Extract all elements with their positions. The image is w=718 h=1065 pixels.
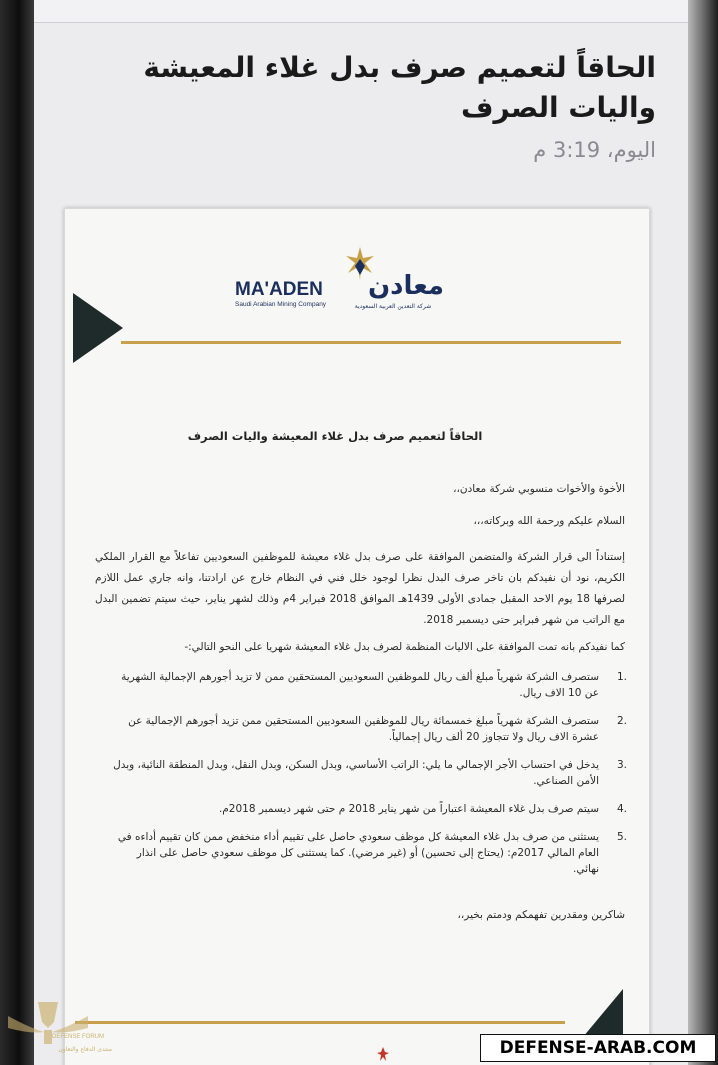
phone-bezel-left bbox=[0, 0, 34, 1065]
logo-tagline-latin: Saudi Arabian Mining Company bbox=[235, 301, 327, 308]
list-item-text: ستصرف الشركة شهرياً مبلغ ألف ريال للموظفين السعوديين المستحقين ممن لا تزيد أجورهم الإجمالية الشهرية عن 10 الاف ريال. bbox=[121, 671, 599, 699]
forum-watermark-latin: DEFENSE FORUM bbox=[52, 1034, 105, 1040]
list-item-text: سيتم صرف بدل غلاء المعيشة اعتباراً من شهر يناير 2018 م حتى شهر ديسمبر 2018م. bbox=[218, 803, 599, 815]
status-strip bbox=[34, 0, 688, 23]
maaden-logo bbox=[231, 245, 481, 315]
list-item-number: .5 bbox=[616, 831, 627, 843]
list-item-text: يستثنى من صرف بدل غلاء المعيشة كل موظف سعودي حاصل على تقييم أداء منخفض ممن كان تقييم أداءه في العام المالي 2017م: (يحتاج إلى تحسين) أو (غير مرضي). كما يستثنى كل موظف سعودي حاصل على انذار نهائي. bbox=[117, 831, 599, 875]
list-item-text: يدخل في احتساب الأجر الإجمالي ما يلي: الراتب الأساسي، وبدل السكن، وبدل النقل، وبدل المنطقة النائية، وبدل الأمن الصناعي. bbox=[113, 759, 599, 787]
list-item-number: .2 bbox=[616, 715, 627, 727]
list-item-number: .1 bbox=[616, 671, 627, 683]
document-paragraph: إستناداً الى قرار الشركة والمتضمن الموافقة على صرف بدل غلاء معيشة للموظفين السعوديين تفاعلاً مع القرار الملكي الكريم، نود أن نفيدكم بان تاخر صرف البدل نظرا لوجود خلل فني في النظام خارج عن ارادتنا، وانه جاري عمل اللازم لصرفها 18 يوم الاحد المقبل جمادى الأولى 1439هـ الموافق 2018 فبراير 4م وذلك لشهر يناير، حيث سيتم تضمين البدل مع الراتب من شهر فبراير حتى ديسمبر 2018. bbox=[95, 551, 626, 626]
forum-watermark-icon bbox=[0, 988, 110, 1065]
document-greeting: الأخوة والأخوات منسوبي شركة معادن،، bbox=[453, 483, 625, 495]
phone-screen bbox=[34, 0, 688, 1065]
document-image[interactable] bbox=[64, 208, 650, 1065]
header-divider bbox=[121, 341, 621, 344]
triangle-arrow-icon bbox=[73, 293, 123, 363]
list-introduction: كما نفيدكم بانه تمت الموافقة على الاليات المنظمة لصرف بدل غلاء المعيشة شهريا على النحو التالي:- bbox=[184, 641, 625, 653]
footer-divider bbox=[75, 1021, 565, 1024]
list-item-number: .4 bbox=[616, 803, 627, 815]
site-watermark-badge: DEFENSE-ARAB.COM bbox=[480, 1034, 716, 1062]
footer-star-icon bbox=[377, 1047, 389, 1061]
forum-watermark-arabic: منتدى الدفاع والتعاون bbox=[58, 1046, 112, 1053]
message-title: الحاقاً لتعميم صرف بدل غلاء المعيشة واليات الصرف bbox=[143, 51, 656, 124]
phone-bezel-right bbox=[688, 0, 718, 1065]
logo-tagline-arabic: شركة التعدين العربية السعودية bbox=[354, 303, 432, 310]
logo-name-latin: MA'ADEN bbox=[235, 279, 323, 300]
document-salutation: السلام عليكم ورحمة الله وبركاته،،، bbox=[473, 515, 625, 527]
list-item-number: .3 bbox=[616, 759, 627, 771]
document-heading: الحاقاً لتعميم صرف بدل غلاء المعيشة واليات الصرف bbox=[187, 429, 483, 443]
message-timestamp: اليوم، 3:19 م bbox=[533, 138, 656, 162]
logo-name-arabic: معادن bbox=[367, 271, 445, 301]
document-closing: شاكرين ومقدرين تفهمكم ودمتم بخير،، bbox=[457, 909, 625, 921]
list-item-text: ستصرف الشركة شهرياً مبلغ خمسمائة ريال للموظفين السعوديين المستحقين ممن تزيد أجورهم الإجمالية عن عشرة الاف ريال ولا تتجاوز 20 ألف ريال إجمالياً. bbox=[128, 715, 599, 743]
